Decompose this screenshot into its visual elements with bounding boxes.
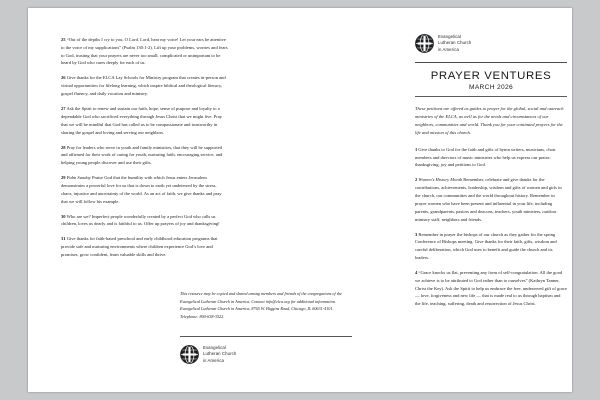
left-column-text [61,36,228,266]
right-panel [300,8,572,392]
entry-text: Ask the Spirit to renew and sustain our faith, hope, sense of purpose and loyalty to a dependable God who sacrificed everything through Jesus Christ that we might live. Pray that we will be mindful that God has called us to be compassionate and trustworthy in sharing the gospel and loving and serving our neighbors. [61,106,222,135]
permissions-note: This resource may be copied and shared among members and friends of the congregations of the Evangelical Lutheran Church in America. Contact info@elca.org for additional information. Evangelical Lutheran Church in America, 8765 W. Higgins Road, Chicago, IL 60631-4101. Telephone: 800-638-3522. [180,291,342,319]
entry-text: Praise God that the humility with which Jesus enters Jerusalem demonstrates a powerful love for us that is down to earth yet undeterred by the stress, chaos, injustice and uncertainty of the world. As an act of faith, we give thanks and pray that we will follow his example. [61,175,222,204]
devotion-entry [61,105,228,136]
left-panel [28,8,300,392]
header-logo-block [415,34,567,53]
org-line-1: Evangelical [203,345,226,351]
title-block [415,63,567,96]
header-organization-name [438,34,471,52]
entry-number: 26 [61,75,66,81]
org-line-1: Evangelical [438,34,461,40]
devotion-entry [61,144,228,167]
elca-globe-cross-logo-icon [415,34,434,53]
org-line-2: Lutheran Church [203,351,237,357]
footer-organization-name [203,345,236,363]
entry-number: 31 [61,236,66,242]
entry-number: 1 [415,146,418,152]
intro-paragraph: These petitions are offered as guides to prayer for the global, social and outreach ministries of the ELCA, as well as for the needs and circumstances of our neighbors, communities and world. Thank you for your continued prayers for the life and mission of this church. [415,106,564,135]
entry-text: Give thanks for faith-based preschool and early childhood education programs that provide safe and nurturing environments where children experience God’s love and promises, grow confident, learn valuable skills and thrive. [61,236,218,257]
devotion-entry [61,174,228,205]
entry-text: Pray for leaders who serve in youth and family ministries, that they will be supported and affirmed for their work of caring for youth, nurturing faith, encouraging service, and helping young people discover and use their gifts. [61,144,223,166]
devotion-entry [61,235,228,258]
entry-text: Remember, celebrate and give thanks for the contributions, achievements, leadership, wisdom and gifts of women and girls in the church, our communities and the world throughout history. Remember in prayer women who have been present and influential in your life, including parents, grandparents, pastors and deacons, teachers, youth ministers, outdoor ministry staff, neighbors and friends. [415,177,562,222]
entry-text: “Out of the depths I cry to you, O Lord. Lord, hear my voice! Let your ears be attentive to the voice of my supplications” (Psalm 130:1-2). Lift up your problems, worries and fears to God, trusting that your prayers are never too small, complicated or unimportant to be heard by God who cares deeply for each of us. [61,37,228,66]
devotion-entry [415,176,567,223]
entry-number: 3 [415,231,418,237]
entry-number: 2 [415,177,418,183]
entry-lead: Women’s History Month [418,177,463,183]
entry-number: 27 [61,106,66,112]
entry-text: “Grace knocks us flat, preventing any form of self-congratulation. All the good we achieve is to be attributed to God rather than to ourselves” (Kathryn Tanner, Christ the Key). Ask the Spirit to help us embrace the free, undeserved gift of grace — love, forgiveness and new life — that is made real to us through baptism and the life, teaching, suffering, death and resurrection of Jesus Christ. [415,269,567,307]
page-subtitle: MARCH 2026 [469,84,513,91]
footer-logo-block [180,345,236,364]
devotion-entry [61,36,228,67]
brochure-sheet [28,8,572,392]
entry-number: 25 [61,37,66,42]
devotion-entry [61,74,228,97]
entry-text: Give thanks for the ELCA Lay Schools for Ministry program that creates in-person and virtual opportunities for lifelong learning, which inspire biblical and theological literacy, gospel fluency, and daily vocation and ministry. [61,75,226,97]
entry-number: 29 [61,175,66,181]
devotion-entry [61,213,228,229]
org-line-3: in America [438,46,459,52]
entry-text: Give thanks to God for the faith and gifts of hymn writers, musicians, choir members and directors of music ministries who help us express our praise, thanksgiving, joy and petitions to God. [415,146,556,168]
entry-number: 4 [415,269,418,275]
devotion-entry [415,146,567,169]
entry-text: Remember in prayer the bishops of our church as they gather for the spring Conference of Bishops meeting. Give thanks for their faith, gifts, wisdom and careful deliberation, which God uses to benefit and guide the church and its leaders. [415,231,557,260]
entry-lead: Palm Sunday [66,175,91,181]
elca-globe-cross-logo-icon [180,345,199,364]
entry-number: 28 [61,144,66,150]
devotion-entry [415,269,567,308]
page-title: PRAYER VENTURES [430,70,552,82]
entry-number: 30 [61,213,66,219]
cover-column [415,34,567,315]
title-divider-bottom [415,96,567,97]
entry-text: Who are we? Imperfect people wonderfully created by a perfect God who calls us children, loves us dearly and is faithful to us. Offer up prayers of joy and thanksgiving! [61,213,220,227]
org-line-2: Lutheran Church [438,40,472,46]
devotion-entry [415,231,567,262]
org-line-3: in America [203,357,224,363]
